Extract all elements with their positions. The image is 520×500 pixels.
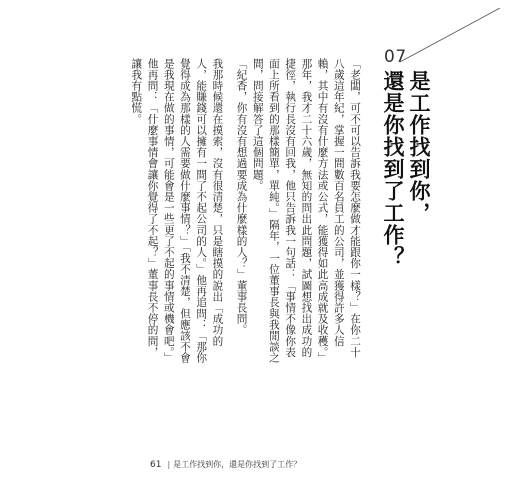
running-title: 是工作找到你，還是你找到了工作？ [173,460,302,469]
chapter-title-line-1: 是工作找到你， [407,70,431,224]
paragraph-3: 我那時候還在摸索，沒有很清楚，只是瞎摸的說出「成功的人，能賺錢可以擁有一間了不起公司的人。」他再追問：「那你覺得成為那樣的人需要做什麼事情？」「我不清楚，但應該不會是我現在做的事情，可能會是一些更了不起的事情或機會吧。」他再問：「什麼事情會讓你覺得了不起？」董事長不停的問，讓我有點慌。 [130,58,224,364]
paragraph-1: 「老闆，可不可以告訴我要怎麼做才能跟你一樣？」在你二十八歲這年紀，掌握一間數百名員工的公司，並獲得許多人信賴，其中有沒有什麼方法或公式，能獲得如此高成就及收穫。」那年，我才二十六歲，無知的問出此問題，試圖想找出成功的捷徑，執行長沒有回我，他只告訴我一句話：「事情不像你表面上所看到的那樣簡單，單純。」隔年，一位董事長與我閒談之間，問接解答了這個問題。 [251,58,361,364]
chapter-title [376,70,432,410]
footer-separator: | [167,460,171,469]
paragraph-2: 「紀香，你有沒有想過要成為什麼樣的人？」董事長問。 [235,58,248,336]
page-number: 61 [150,460,162,470]
page-footer [150,459,301,470]
body-text [113,58,363,368]
chapter-number: 07 [384,47,407,67]
decorative-diagonal-line [400,8,500,62]
chapter-title-line-2: 還是你找到了工作？ [381,70,405,268]
